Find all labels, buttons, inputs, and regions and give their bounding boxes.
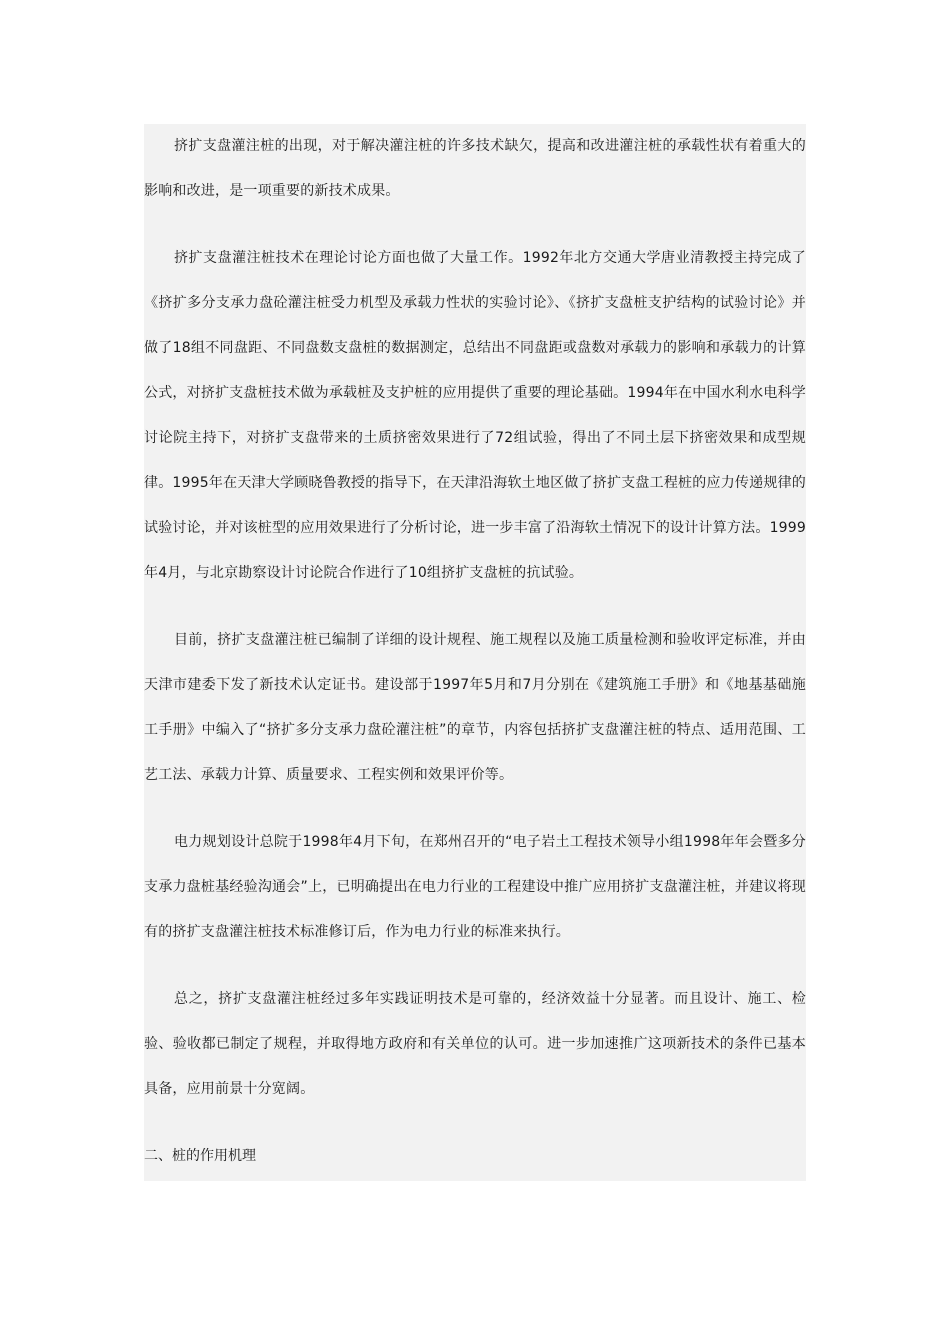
paragraph-power-industry: 电力规划设计总院于1998年4月下旬，在郑州召开的“电子岩土工程技术领导小组1998年年会暨多分支承力盘桩基经验沟通会”上，已明确提出在电力行业的工程建设中推广应用挤扩支盘灌注桩，并建议将现有的挤扩支盘灌注桩技术标准修订后，作为电力行业的标准来执行。	[144, 834, 806, 940]
paragraph-standards: 目前，挤扩支盘灌注桩已编制了详细的设计规程、施工规程以及施工质量检测和验收评定标准，并由天津市建委下发了新技术认定证书。建设部于1997年5月和7月分别在《建筑施工手册》和《地基基础施工手册》中编入了“挤扩多分支承力盘砼灌注桩”的章节，内容包括挤扩支盘灌注桩的特点、适用范围、工艺工法、承载力计算、质量要求、工程实例和效果评价等。	[144, 632, 806, 783]
paragraph-theory-research: 挤扩支盘灌注桩技术在理论讨论方面也做了大量工作。1992年北方交通大学唐业清教授主持完成了《挤扩多分支承力盘砼灌注桩受力机型及承载力性状的实验讨论》、《挤扩支盘桩支护结构的试验讨论》并做了18组不同盘距、不同盘数支盘桩的数据测定，总结出不同盘距或盘数对承载力的影响和承载力的计算公式，对挤扩支盘桩技术做为承载桩及支护桩的应用提供了重要的理论基础。1994年在中国水利水电科学讨论院主持下，对挤扩支盘带来的土质挤密效果进行了72组试验，得出了不同土层下挤密效果和成型规律。1995年在天津大学顾晓鲁教授的指导下，在天津沿海软土地区做了挤扩支盘工程桩的应力传递规律的试验讨论，并对该桩型的应用效果进行了分析讨论，进一步丰富了沿海软土情况下的设计计算方法。1999年4月，与北京勘察设计讨论院合作进行了10组挤扩支盘桩的抗试验。	[144, 250, 806, 581]
paragraph-conclusion: 总之，挤扩支盘灌注桩经过多年实践证明技术是可靠的，经济效益十分显著。而且设计、施工、检验、验收都已制定了规程，并取得地方政府和有关单位的认可。进一步加速推广这项新技术的条件已基本具备，应用前景十分宽阔。	[144, 991, 806, 1097]
document-body	[144, 124, 806, 1179]
paragraph-introduction: 挤扩支盘灌注桩的出现，对于解决灌注桩的许多技术缺欠，提高和改进灌注桩的承载性状有着重大的影响和改进，是一项重要的新技术成果。	[144, 138, 806, 199]
section-heading: 二、桩的作用机理	[144, 1148, 256, 1164]
